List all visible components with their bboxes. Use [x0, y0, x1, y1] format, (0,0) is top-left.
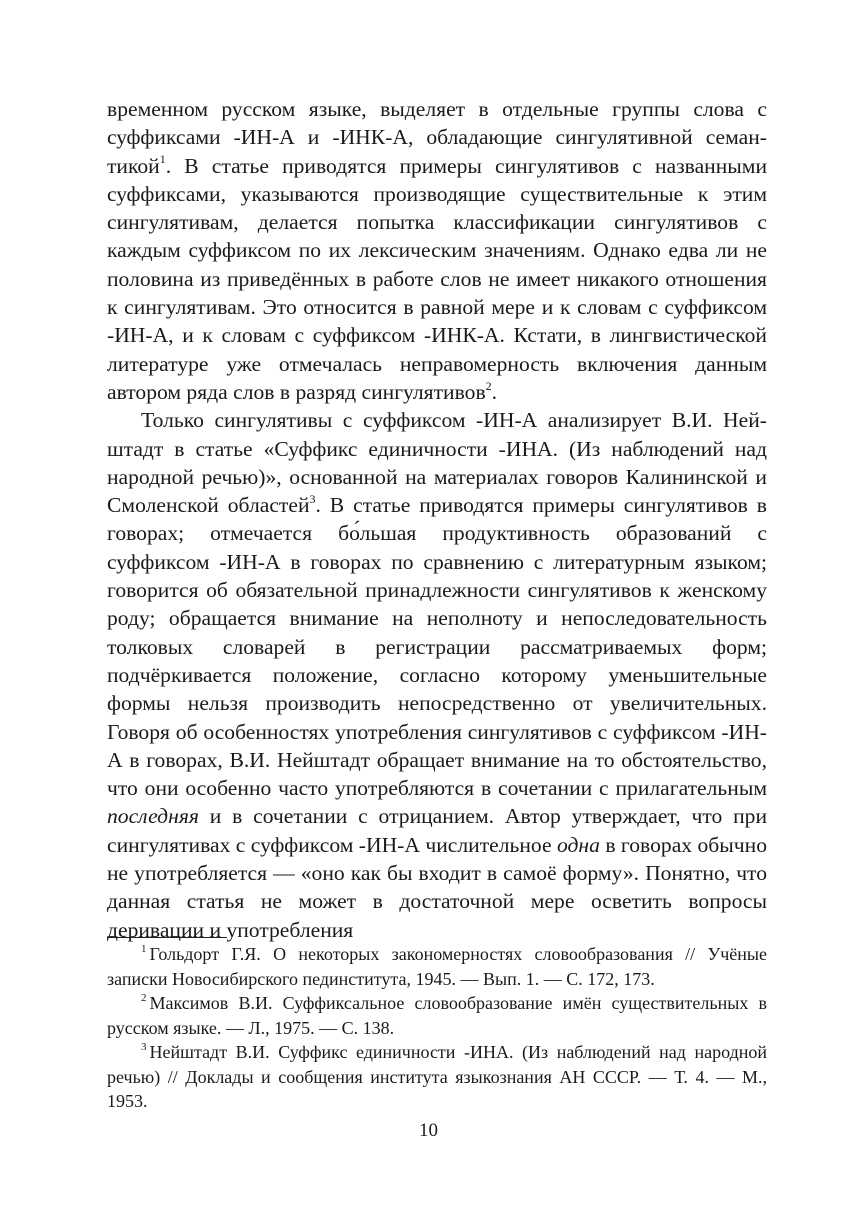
footnote-ref-3[interactable]: 3: [309, 491, 316, 506]
footnote-2: $^2$ Максимов В.И. Суффиксальное словообразование имён существительных в русском языке. — Л., 1975. — С. 138.: [107, 992, 767, 1038]
footnote-ref-2[interactable]: 2: [485, 378, 492, 393]
italic-term-poslednyaya: последняя: [107, 804, 199, 829]
footnote-ref-1[interactable]: 1: [159, 152, 166, 167]
main-text: [107, 95, 767, 944]
footnotes: [107, 942, 767, 1114]
body-text: [107, 95, 767, 944]
footnote-3: $^3$ Нейштадт В.И. Суффикс единичности -ИНА. (Из наблюдений над народной речью) // Доклады и сообщения института языкознания АН СССР. — Т. 4. — М., 1953.: [107, 1041, 767, 1111]
footnote-divider: [107, 937, 227, 938]
paragraph-1: временном русском языке, выделяет в отдельные группы слова с суффиксами -ИН-А и -ИНК-А, обладающие сингулятивной семантикой$^1$. В статье приводятся примеры сингулятивов с названными суффиксами, указываются производящие существительные к этим сингулятивам, делается попытка классификации сингулятивов с каждым суффиксом по их лексическим значениям. Однако едва ли не половина из приведённых в работе слов не имеет никакого отношения к сингулятивам. Это относится в равной мере и к словам с суффиксом -ИН-А, и к словам с суффиксом -ИНК-А. Кстати, в лингвистической литературе уже отмечалась неправомерность включения данным автором ряда слов в разряд сингулятивов$^2$.: [107, 97, 767, 404]
page-number: 10: [419, 1120, 438, 1141]
italic-term-odna: одна: [556, 832, 600, 857]
paragraph-2: Только сингулятивы с суффиксом -ИН-А анализирует В.И. Нейштадт в статье «Суффикс единичности -ИНА. (Из наблюдений над народной речью)», основанной на материалах говоров Калининской и Смоленской областей$^3$. В статье приводятся примеры сингулятивов в говорах; отмечается бо́льшая продуктивность образований с суффиксом -ИН-А в говорах по сравнению с литературным языком; говорится об обязательной принадлежности сингулятивов к женскому роду; обращается внимание на неполноту и непоследовательность толковых словарей в регистрации рассматриваемых форм; подчёркивается положение, согласно которому уменьшительные формы нельзя производить непосредственно от увеличительных. Говоря об особенностях употребления сингулятивов с суффиксом -ИН-А в говорах, В.И. Нейштадт обращает внимание на то обстоятельство, что они особенно часто употребляются в сочетании с прилагательным последняя и в сочетании с отрицанием. Автор утверждает, что при сингулятивах с суффиксом -ИН-А числительное одна в говорах обычно не употребляется — «оно как бы входит в самоё форму». Понятно, что данная статья не может в достаточной мере осветить вопросы деривации и употребления: [107, 408, 767, 942]
footnote-1: $^1$ Гольдорт Г.Я. О некоторых закономерностях словообразования // Учёные записки Новосибирского пединститута, 1945. — Вып. 1. — С. 172, 173.: [107, 943, 767, 989]
